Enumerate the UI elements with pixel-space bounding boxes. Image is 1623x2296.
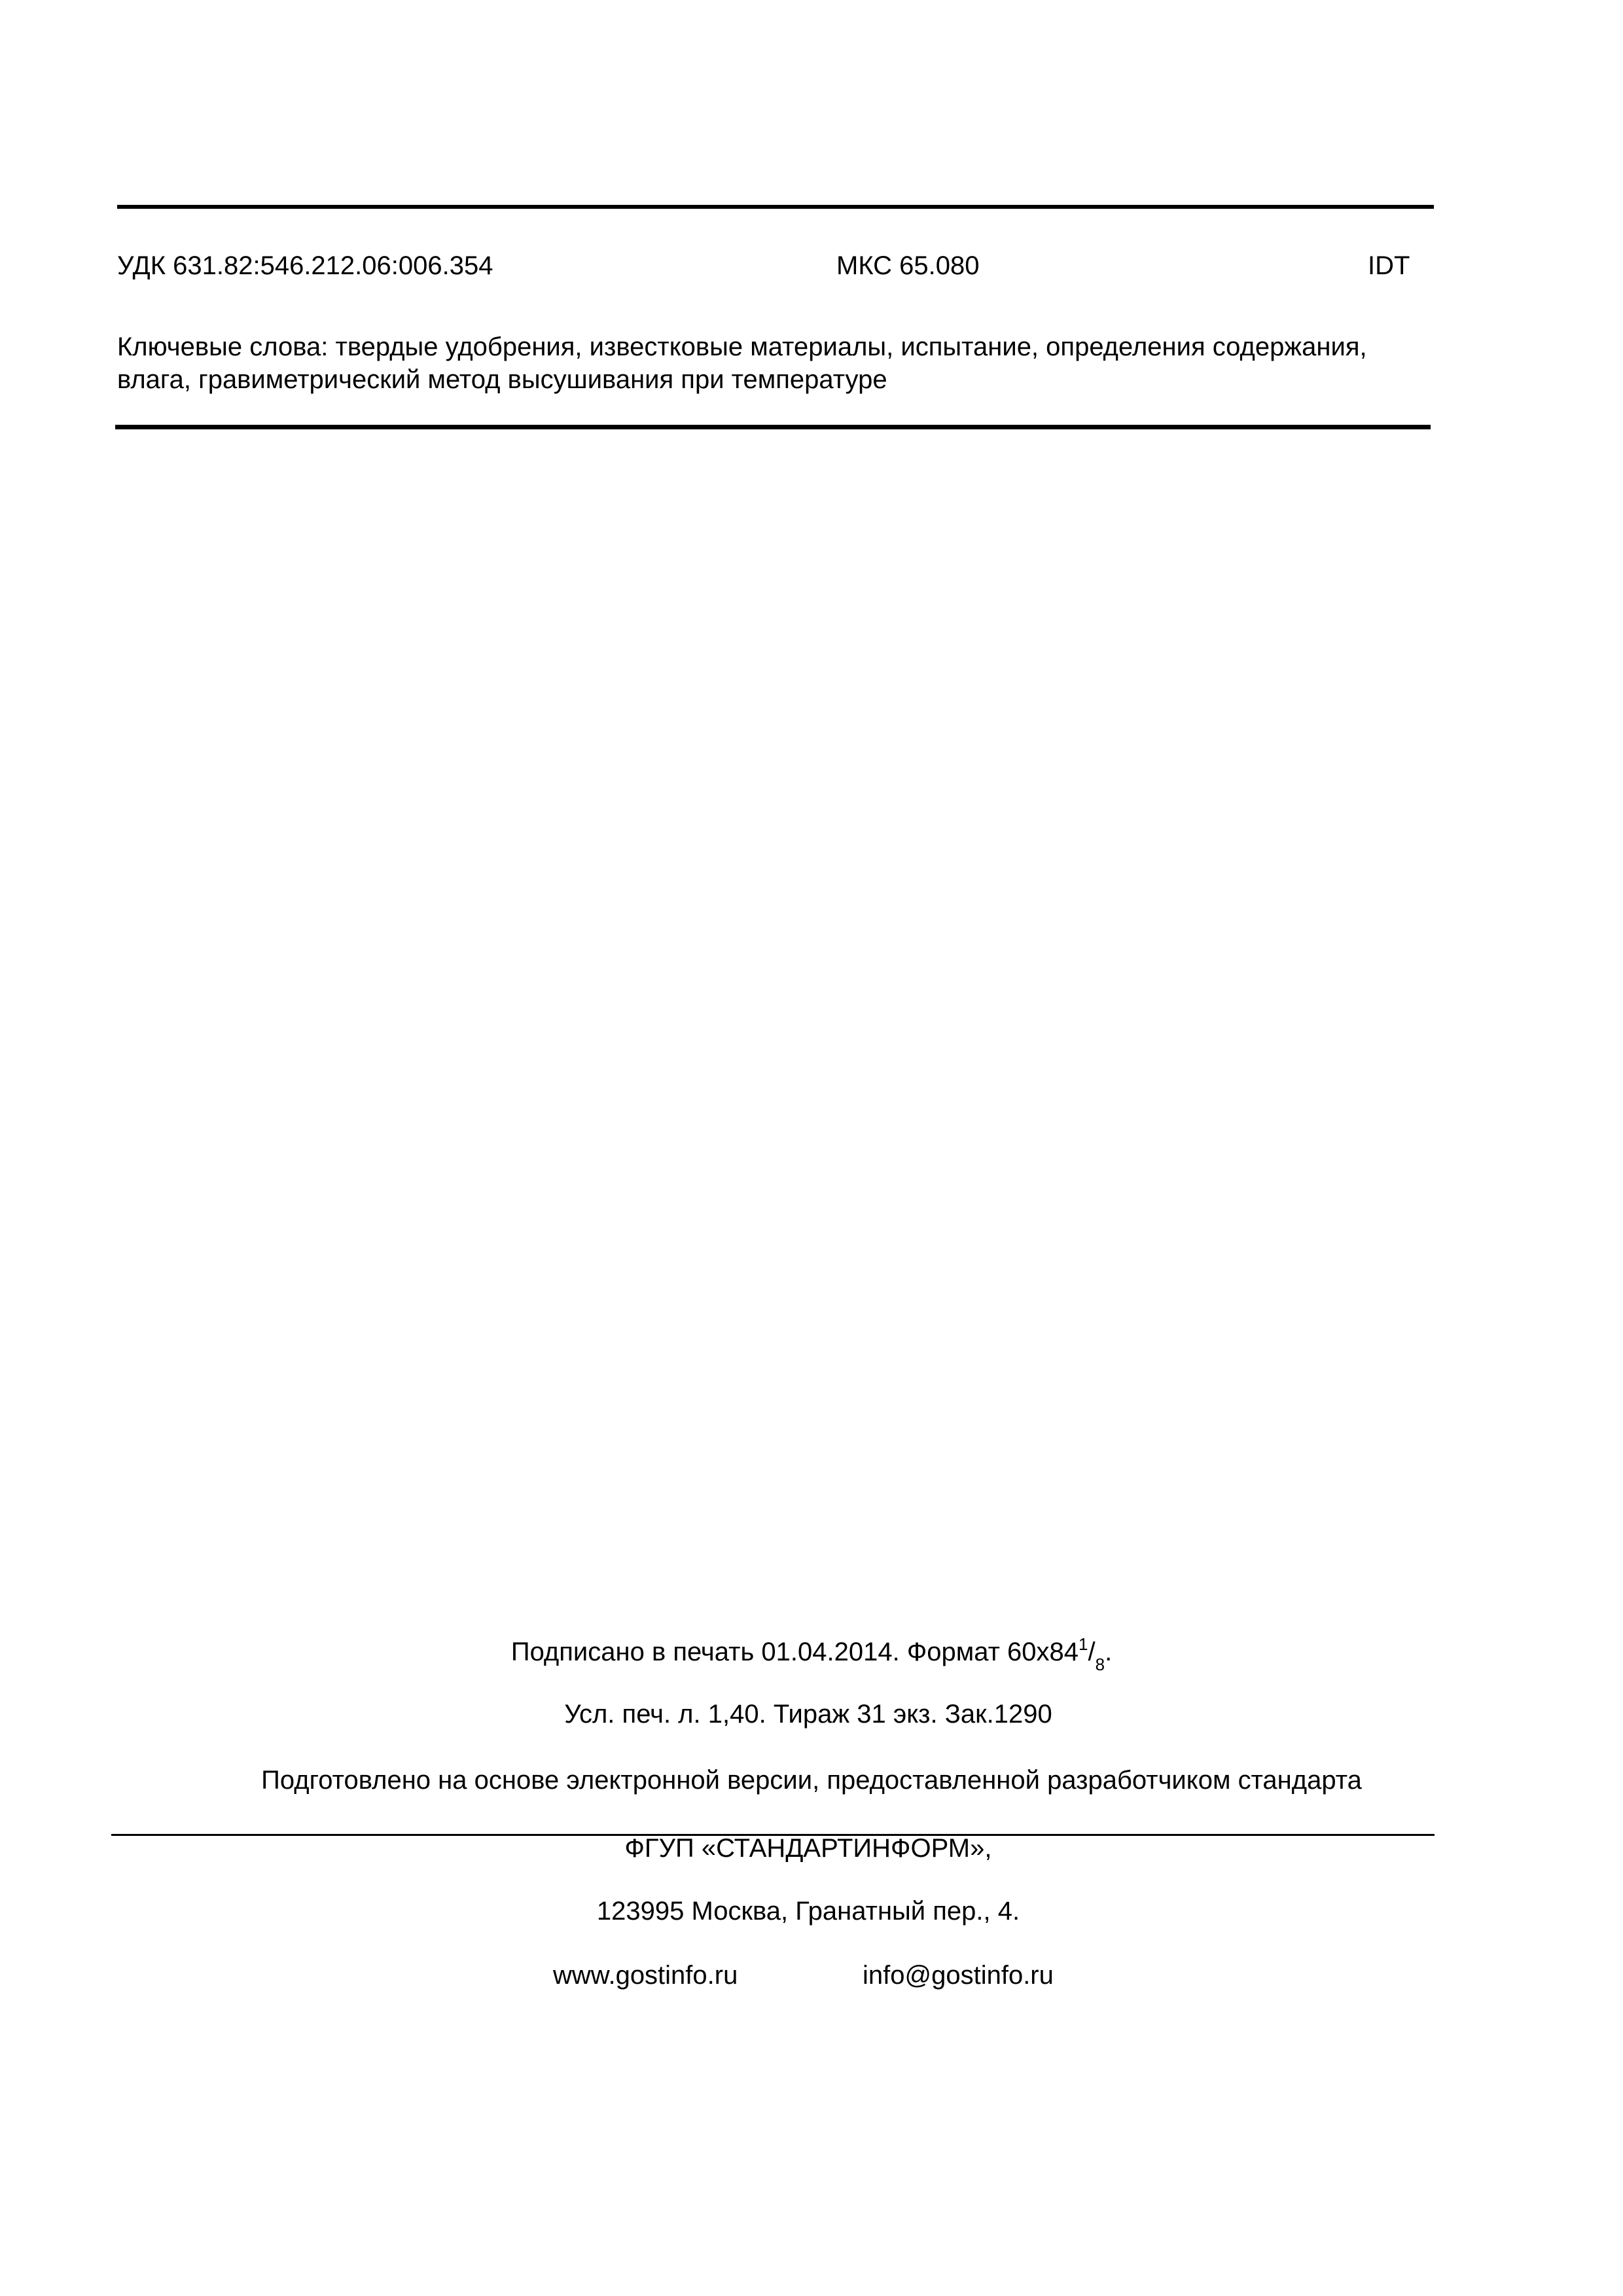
- format-numerator: 1: [1079, 1634, 1088, 1654]
- print-sheets-line: Усл. печ. л. 1,40. Тираж 31 экз. Зак.1290: [564, 1700, 1052, 1729]
- mks-code: МКС 65.080: [836, 251, 980, 280]
- keywords-rule: [115, 425, 1431, 429]
- publisher-name: ФГУП «СТАНДАРТИНФОРМ»,: [624, 1834, 992, 1863]
- keywords-line-1: Ключевые слова: твердые удобрения, известковые материалы, испытание, определения содержания,: [117, 332, 1367, 361]
- keywords-line-2: влага, гравиметрический метод высушивания при температуре: [117, 365, 887, 394]
- udk-code: УДК 631.82:546.212.06:006.354: [117, 251, 493, 280]
- publisher-address: 123995 Москва, Гранатный пер., 4.: [596, 1897, 1020, 1926]
- format-suffix: .: [1105, 1638, 1113, 1666]
- email-link[interactable]: info@gostinfo.ru: [863, 1961, 1054, 1990]
- top-rule: [117, 205, 1434, 209]
- format-denominator: 8: [1095, 1655, 1105, 1674]
- idt-label: IDT: [1368, 251, 1410, 280]
- signed-text: Подписано в печать 01.04.2014. Формат 60х84: [510, 1638, 1079, 1666]
- signed-line: Подписано в печать 01.04.2014. Формат $60х84^1/_8$.: [510, 1634, 1113, 1674]
- website-link[interactable]: www.gostinfo.ru: [553, 1961, 738, 1990]
- prepared-line: Подготовлено на основе электронной версии, предоставленной разработчиком стандарта: [261, 1766, 1362, 1795]
- keywords-block: [117, 331, 1434, 396]
